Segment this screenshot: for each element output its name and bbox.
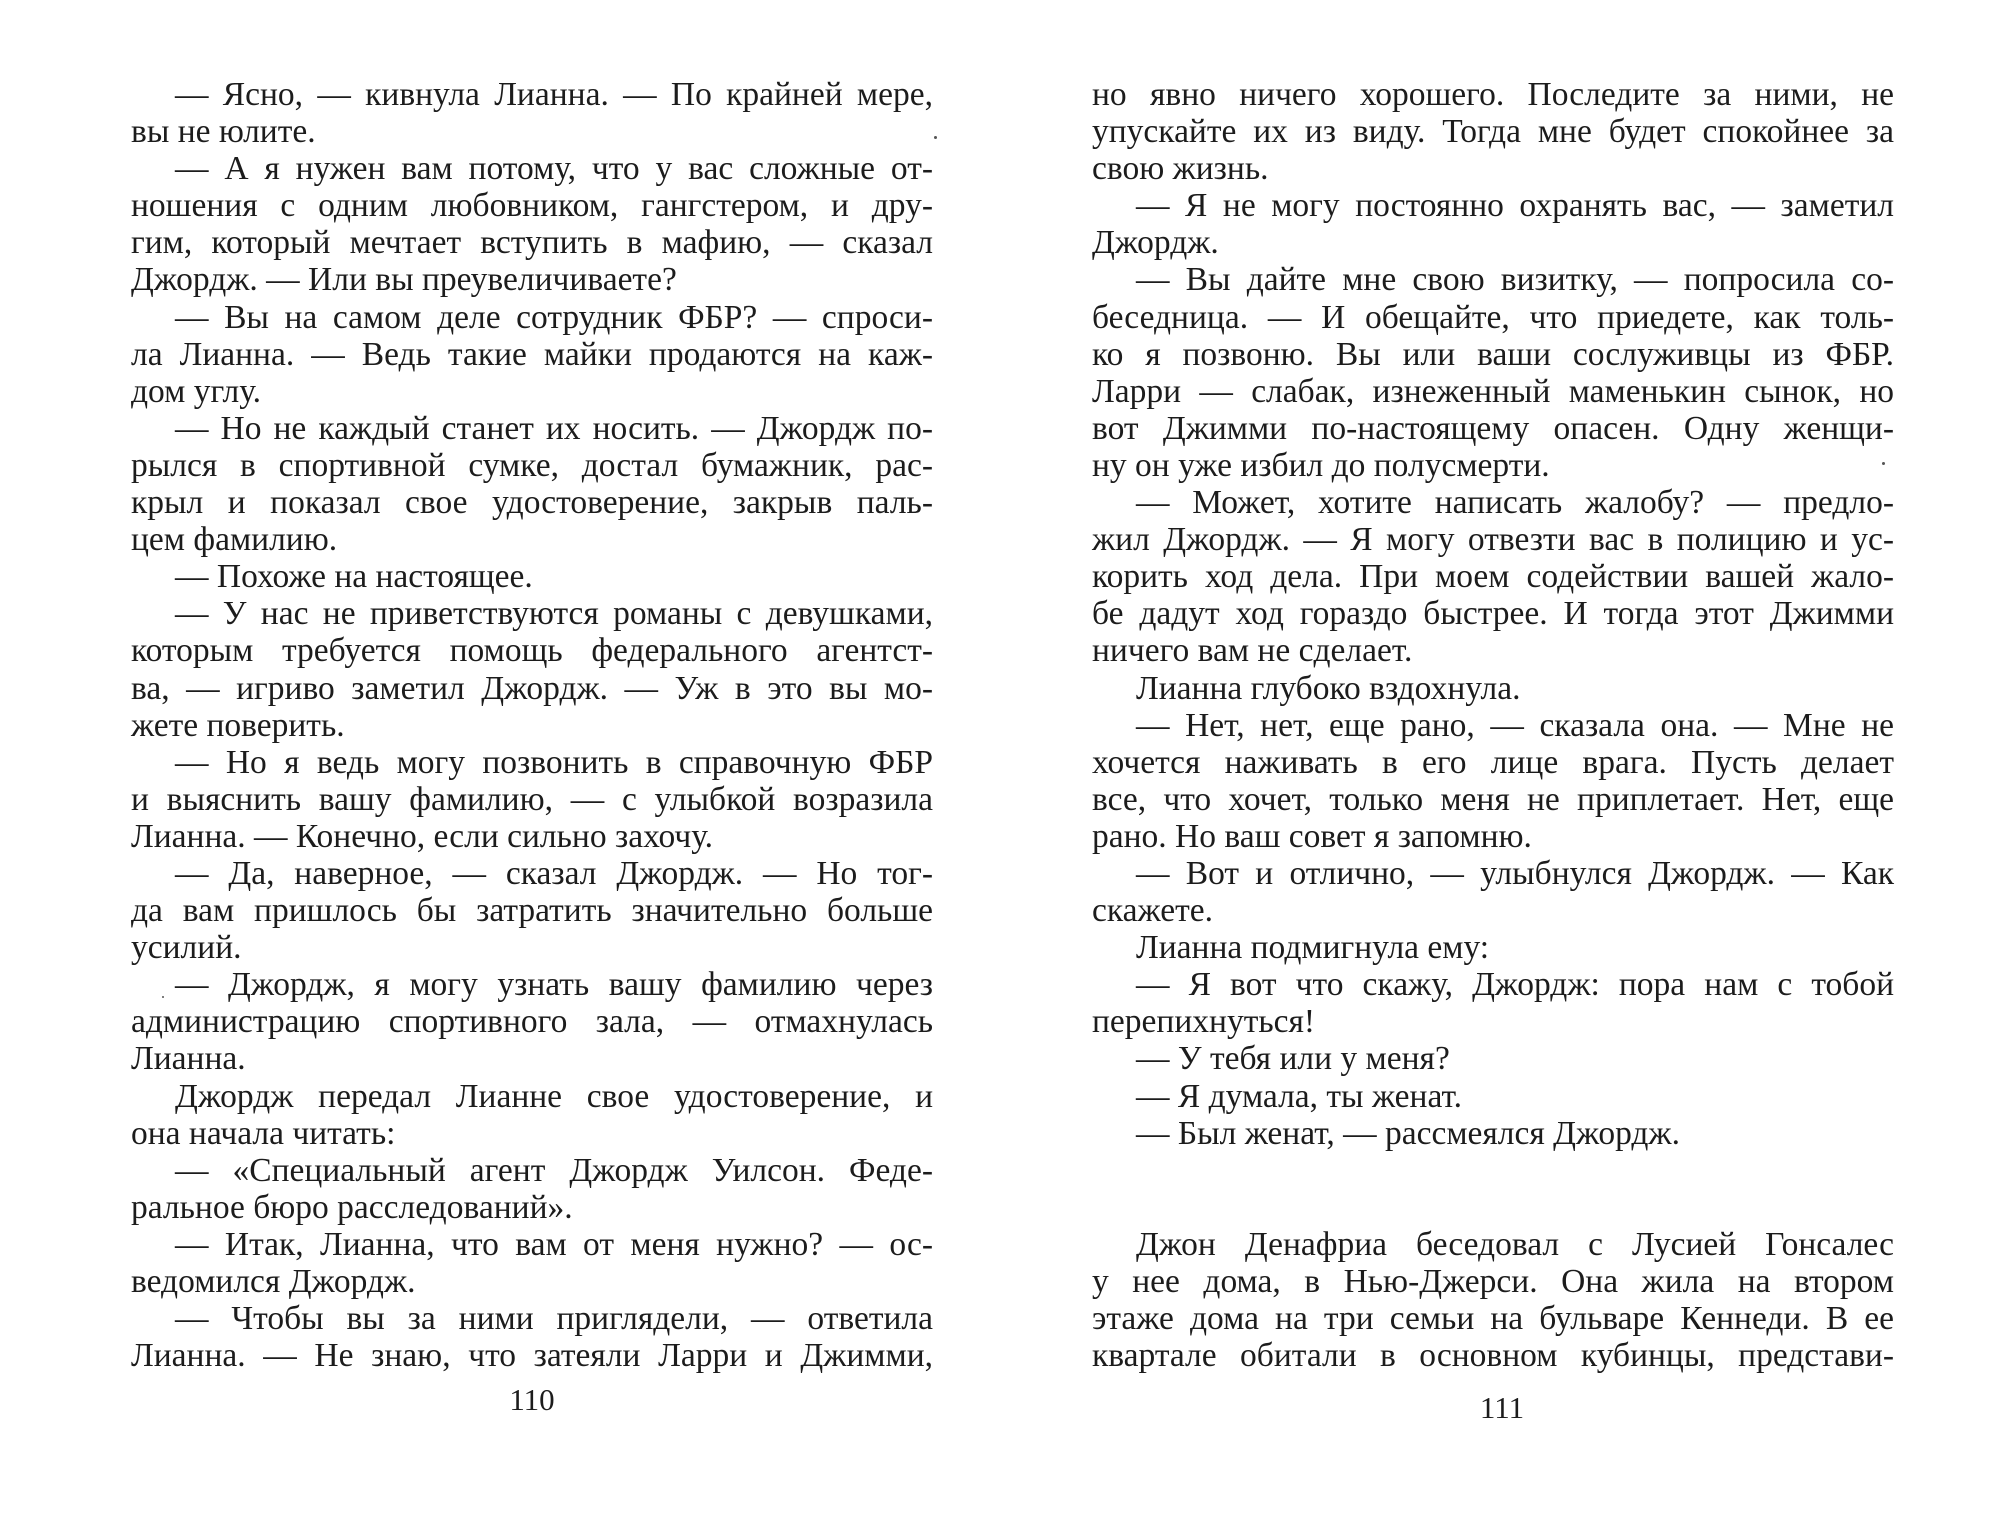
text-line: — Нет, нет, еще рано, — сказала она. — Мне не (1136, 706, 1894, 744)
text-line: и выяснить вашу фамилию, — с улыбкой возразила (131, 780, 933, 818)
text-line: — Чтобы вы за ними приглядели, — ответила (175, 1300, 933, 1338)
text-line: гим, который мечтает вступить в мафию, — сказал (131, 224, 933, 262)
text-line: вот Джимми по-настоящему опасен. Одну женщи- (1092, 409, 1894, 447)
text-line: — Вы дайте мне свою визитку, — попросила со- (1136, 261, 1894, 299)
text-line: рылся в спортивной сумке, достал бумажник, рас- (131, 446, 933, 484)
text-line: которым требуется помощь федерального агентст- (131, 632, 933, 670)
text-line: — Вы на самом деле сотрудник ФБР? — спроси- (175, 298, 933, 336)
text-line: крыл и показал свое удостоверение, закрыв паль- (131, 484, 933, 522)
text-line: корить ход дела. При моем содействии вашей жало- (1092, 558, 1894, 596)
text-line: ла Лианна. — Ведь такие майки продаются на каж- (131, 335, 933, 373)
text-line: жете поверить. (131, 706, 345, 744)
text-line: ва, — игриво заметил Джордж. — Уж в это вы мо- (131, 669, 933, 707)
print-speck (1882, 462, 1885, 465)
text-line: — «Специальный агент Джордж Уилсон. Феде- (175, 1151, 933, 1189)
text-line: Лианна глубоко вздохнула. (1136, 669, 1521, 707)
section-break (1092, 1152, 1894, 1189)
text-line: рано. Но ваш совет я запомню. (1092, 817, 1532, 855)
text-line: беседница. — И обещайте, что приедете, как толь- (1092, 298, 1894, 336)
text-line: ральное бюро расследований». (131, 1188, 573, 1226)
text-line: — Я вот что скажу, Джордж: пора нам с тобой (1136, 966, 1894, 1004)
text-line: ну он уже избил до полусмерти. (1092, 446, 1550, 484)
text-line: ведомился Джордж. (131, 1263, 416, 1300)
text-line: Лианна. (131, 1040, 246, 1078)
text-line: жил Джордж. — Я могу отвезти вас в полицию и ус- (1092, 521, 1894, 559)
text-line: перепихнуться! (1092, 1003, 1316, 1041)
text-line: она начала читать: (131, 1114, 396, 1152)
text-line: Ларри — слабак, изнеженный маменькин сынок, но (1092, 372, 1894, 410)
text-line: — Может, хотите написать жалобу? — предло- (1136, 484, 1894, 522)
text-line: Лианна подмигнула ему: (1136, 929, 1490, 967)
text-line: цем фамилию. (131, 521, 338, 559)
text-line: — Но не каждый станет их носить. — Джордж по- (175, 409, 933, 447)
text-line: скажете. (1092, 892, 1213, 930)
text-line: ко я позвоню. Вы или ваши сослуживцы из ФБР. (1092, 335, 1894, 373)
text-line: у нее дома, в Нью-Джерси. Она жила на втором (1092, 1263, 1894, 1300)
text-line: Джордж передал Лианне свое удостоверение, и (175, 1077, 933, 1115)
text-line: — У тебя или у меня? (1136, 1040, 1450, 1078)
text-line: ничего вам не сделает. (1092, 632, 1413, 670)
text-line: квартале обитали в основном кубинцы, представи- (1092, 1337, 1894, 1375)
text-line: упускайте их из виду. Тогда мне будет спокойнее за (1092, 113, 1894, 151)
text-line: администрацию спортивного зала, — отмахнулась (131, 1003, 933, 1041)
text-line: Лианна. — Конечно, если сильно захочу. (131, 817, 714, 855)
text-line: но явно ничего хорошего. Последите за ними, не (1092, 76, 1894, 113)
text-line: — Но я ведь могу позвонить в справочную ФБР (175, 743, 933, 781)
print-speck (162, 996, 164, 998)
text-line: — Джордж, я могу узнать вашу фамилию через (175, 966, 933, 1004)
text-line: Джордж. — Или вы преувеличиваете? (131, 261, 677, 299)
text-line: ношения с одним любовником, гангстером, и дру- (131, 187, 933, 225)
text-line: — Я не могу постоянно охранять вас, — заметил (1136, 187, 1894, 225)
text-line: — А я нужен вам потому, что у вас сложные от- (175, 150, 933, 188)
text-line: свою жизнь. (1092, 150, 1269, 188)
text-line: все, что хочет, только меня не приплетает. Нет, еще (1092, 780, 1894, 818)
page-number-right: 111 (1479, 1390, 1525, 1425)
text-line: — Да, наверное, — сказал Джордж. — Но тог- (175, 854, 933, 892)
text-line: усилий. (131, 929, 242, 967)
text-line: Лианна. — Не знаю, что затеяли Ларри и Джимми, (131, 1337, 933, 1375)
text-line: хочется наживать в его лице врага. Пусть делает (1092, 743, 1894, 781)
text-line: — Я думала, ты женат. (1136, 1077, 1462, 1115)
text-line: бе дадут ход гораздо быстрее. И тогда этот Джимми (1092, 595, 1894, 633)
text-line: — Похоже на настоящее. (175, 558, 533, 596)
left-page-text (131, 76, 933, 1374)
text-line: — Итак, Лианна, что вам от меня нужно? — ос- (175, 1225, 933, 1263)
text-line: этаже дома на три семьи на бульваре Кеннеди. В ее (1092, 1300, 1894, 1338)
right-page-text (1092, 76, 1894, 1374)
text-line: да вам пришлось бы затратить значительно больше (131, 892, 933, 930)
print-speck (934, 136, 937, 139)
text-line: — Ясно, — кивнула Лианна. — По крайней мере, (175, 76, 933, 113)
text-line: Джон Денафриа беседовал с Лусией Гонсалес (1136, 1225, 1894, 1263)
text-line: Джордж. (1092, 224, 1219, 262)
text-line: — Был женат, — рассмеялся Джордж. (1136, 1114, 1680, 1152)
section-break (1092, 1189, 1894, 1226)
text-line: вы не юлите. (131, 113, 316, 151)
text-line: — У нас не приветствуются романы с девушками, (175, 595, 933, 633)
text-line: дом углу. (131, 372, 262, 410)
text-line: — Вот и отлично, — улыбнулся Джордж. — Как (1136, 854, 1894, 892)
page-number-left: 110 (509, 1382, 555, 1417)
